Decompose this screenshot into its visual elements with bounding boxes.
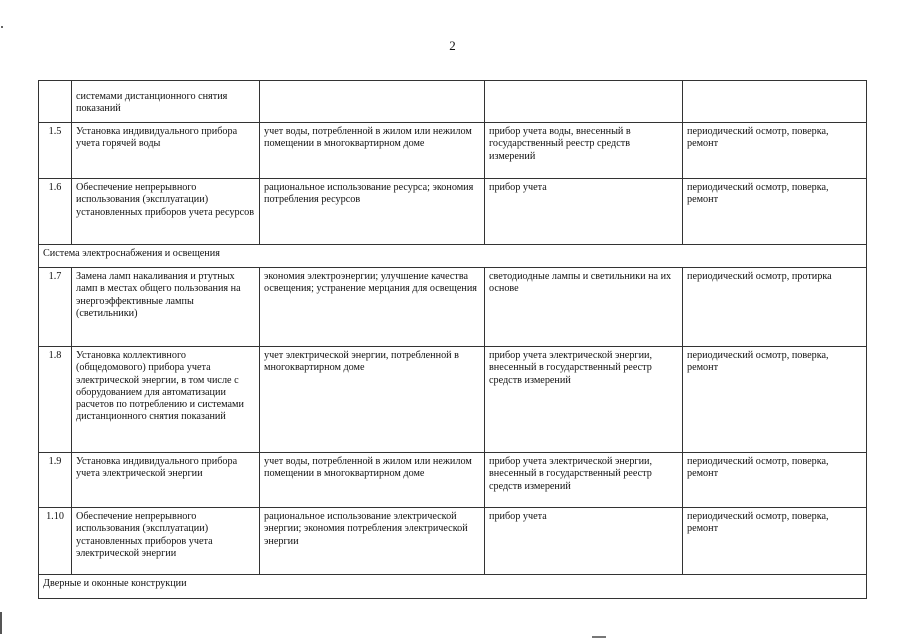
measure-maintenance: периодический осмотр, поверка, ремонт — [683, 347, 867, 453]
section-row — [39, 575, 867, 599]
row-number: 1.5 — [39, 123, 72, 179]
scan-mark — [0, 612, 2, 634]
row-number: 1.8 — [39, 347, 72, 453]
table-row — [39, 508, 867, 575]
measure-equipment: светодиодные лампы и светильники на их основе — [485, 268, 683, 347]
measure-maintenance: периодический осмотр, поверка, ремонт — [683, 123, 867, 179]
measure-maintenance: периодический осмотр, поверка, ремонт — [683, 179, 867, 245]
measure-name: Замена ламп накаливания и ртутных ламп в местах общего пользования на энергоэффективные лампы (светильники) — [72, 268, 260, 347]
table-row — [39, 81, 867, 123]
measure-maintenance — [683, 81, 867, 123]
measure-name: Установка индивидуального прибора учета электрической энергии — [72, 453, 260, 508]
row-number: 1.9 — [39, 453, 72, 508]
measure-result: экономия электроэнергии; улучшение качества освещения; устранение мерцания для освещения — [260, 268, 485, 347]
measure-maintenance: периодический осмотр, поверка, ремонт — [683, 508, 867, 575]
section-row — [39, 245, 867, 268]
measure-name: системами дистанционного снятия показаний — [72, 81, 260, 123]
measure-equipment: прибор учета — [485, 508, 683, 575]
row-number: 1.6 — [39, 179, 72, 245]
row-number: 1.10 — [39, 508, 72, 575]
measure-maintenance: периодический осмотр, протирка — [683, 268, 867, 347]
measure-result: учет воды, потребленной в жилом или нежилом помещении в многоквартирном доме — [260, 453, 485, 508]
table-row — [39, 453, 867, 508]
measure-equipment: прибор учета — [485, 179, 683, 245]
measure-result: рациональное использование ресурса; экономия потребления ресурсов — [260, 179, 485, 245]
measure-name: Установка индивидуального прибора учета горячей воды — [72, 123, 260, 179]
measure-maintenance: периодический осмотр, поверка, ремонт — [683, 453, 867, 508]
table-row — [39, 347, 867, 453]
measure-equipment: прибор учета электрической энергии, внесенный в государственный реестр средств измерений — [485, 347, 683, 453]
measure-result: рациональное использование электрической энергии; экономия потребления электрической энергии — [260, 508, 485, 575]
table-row — [39, 268, 867, 347]
measure-equipment: прибор учета воды, внесенный в государственный реестр средств измерений — [485, 123, 683, 179]
scan-mark — [592, 636, 606, 638]
page-number: 2 — [449, 38, 456, 53]
table-row — [39, 179, 867, 245]
measure-equipment: прибор учета электрической энергии, внесенный в государственный реестр средств измерений — [485, 453, 683, 508]
measures-table — [38, 80, 867, 599]
section-title: Дверные и оконные конструкции — [39, 575, 867, 599]
measure-name: Обеспечение непрерывного использования (эксплуатации) установленных приборов учета ресурсов — [72, 179, 260, 245]
measure-name: Обеспечение непрерывного использования (эксплуатации) установленных приборов учета электрической энергии — [72, 508, 260, 575]
row-number: 1.7 — [39, 268, 72, 347]
table-row — [39, 123, 867, 179]
measure-name: Установка коллективного (общедомового) прибора учета электрической энергии, в том числе с оборудованием для автоматизации расчетов по потреблению и системами дистанционного снятия показаний — [72, 347, 260, 453]
measure-result: учет электрической энергии, потребленной в многоквартирном доме — [260, 347, 485, 453]
row-number — [39, 81, 72, 123]
section-title: Система электроснабжения и освещения — [39, 245, 867, 268]
scan-mark — [1, 26, 3, 28]
measure-result: учет воды, потребленной в жилом или нежилом помещении в многоквартирном доме — [260, 123, 485, 179]
measure-equipment — [485, 81, 683, 123]
measure-result — [260, 81, 485, 123]
